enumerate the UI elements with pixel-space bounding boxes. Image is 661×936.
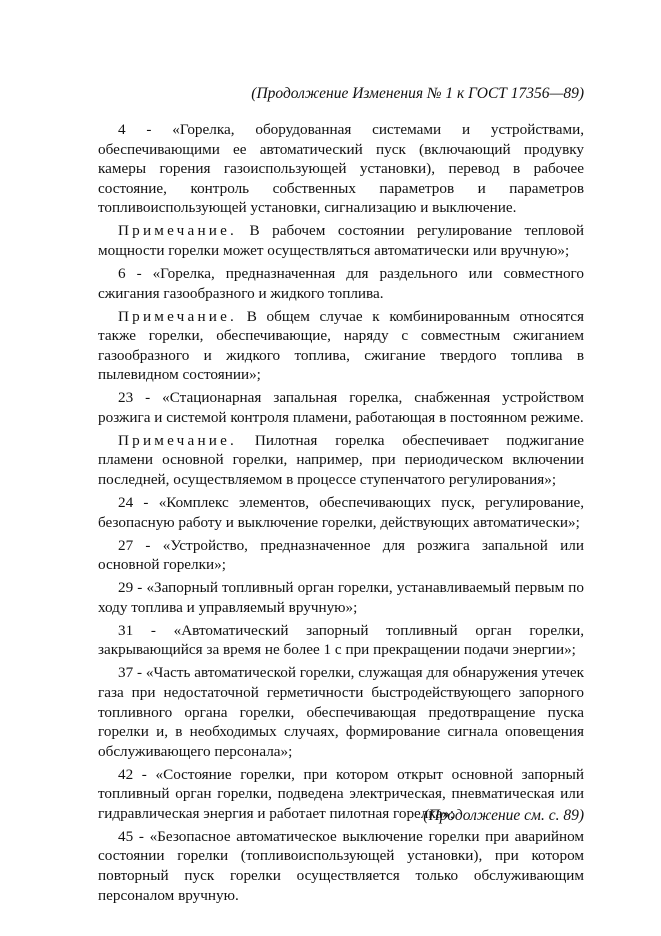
paragraph-term-45	[98, 827, 584, 905]
paragraph-term-23	[98, 388, 584, 427]
paragraph-text: 27 - «Устройство, предназначенное для розжига запальной или основной горелки»;	[98, 536, 584, 574]
paragraph-text: 31 - «Автоматический запорный топливный орган горелки, закрывающийся за время не более 1 с при прекращении подачи энергии»;	[98, 621, 584, 659]
paragraph-text: 6 - «Горелка, предназначенная для раздельного или совместного сжигания газообразного и жидкого топлива.	[98, 264, 584, 302]
note-label: Примечание.	[118, 307, 238, 325]
paragraph-term-31	[98, 621, 584, 660]
paragraph-text: 24 - «Комплекс элементов, обеспечивающих пуск, регулирование, безопасную работу и выключение горелки, действующих автоматически»;	[98, 494, 584, 531]
note-paragraph	[98, 307, 584, 385]
note-paragraph	[98, 431, 584, 490]
page-header-continuation: (Продолжение Изменения № 1 к ГОСТ 17356—89)	[251, 85, 584, 102]
paragraph-term-4	[98, 120, 584, 218]
document-body	[98, 120, 584, 909]
paragraph-text: 23 - «Стационарная запальная горелка, снабженная устройством розжига и системой контроля пламени, работающая в постоянном режиме.	[98, 389, 584, 426]
note-paragraph	[98, 221, 584, 260]
paragraph-term-27	[98, 536, 584, 575]
page-footer-continuation: (Продолжение см. с. 89)	[423, 807, 584, 824]
paragraph-text: 4 - «Горелка, оборудованная системами и устройствами, обеспечивающими ее автоматический пуск (включающий продувку камеры горения газоиспользующей установки), перевод в рабочее состояние, контроль собственных параметров и параметров топливоиспользующей установки, сигнализацию и выключение.	[98, 121, 584, 217]
paragraph-text: 37 - «Часть автоматической горелки, служащая для обнаружения утечек газа при недостаточной герметичности быстродействующего запорного топливного органа горелки, обеспечивающая предотвращение пуска горелки и, в необходимых случаях, формирование сигнала оповещения обслуживающего персонала»;	[98, 664, 584, 760]
paragraph-text: 29 - «Запорный топливный орган горелки, устанавливаемый первым по ходу топлива и управляемый вручную»;	[98, 579, 584, 616]
paragraph-term-37	[98, 663, 584, 761]
paragraph-term-29	[98, 578, 584, 617]
note-text: В рабочем состоянии регулирование тепловой мощности горелки может осуществляться автоматически или вручную»;	[98, 222, 584, 259]
paragraph-term-6	[98, 264, 584, 303]
paragraph-term-24	[98, 493, 584, 532]
note-text: Пилотная горелка обеспечивает поджигание пламени основной горелки, например, при периодическом включении последней, осуществляемом в процессе ступенчатого регулирования»;	[98, 431, 584, 489]
note-label: Примечание.	[118, 222, 238, 240]
paragraph-text: 42 - «Состояние горелки, при котором открыт основной запорный топливный орган горелки, подведена электрическая, пневматическая или гидравлическая энергия и работает пилотная горелка»;	[98, 765, 584, 822]
paragraph-text: 45 - «Безопасное автоматическое выключение горелки при аварийном состоянии горелки (топливоиспользующей установки), при котором повторный пуск горелки осуществляется только обслуживающим персоналом вручную.	[98, 827, 584, 904]
note-label: Примечание.	[118, 431, 238, 449]
note-text: В общем случае к комбинированным относятся также горелки, обеспечивающие, наряду с совместным сжиганием газообразного и жидкого топлива, сжигание твердого топлива в пылевидном состоянии»;	[98, 307, 584, 384]
